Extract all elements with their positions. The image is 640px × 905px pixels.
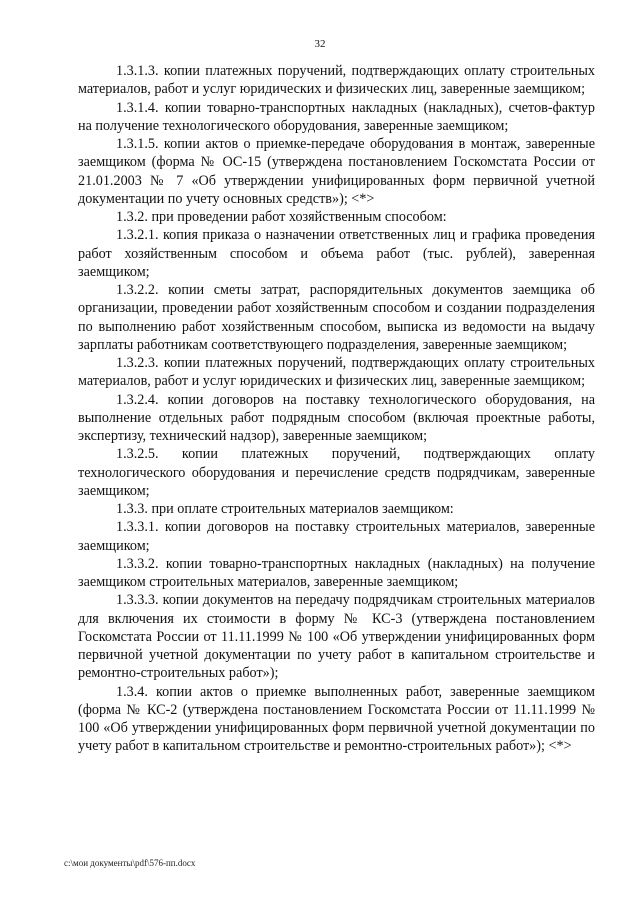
paragraph-1-3-1-4: 1.3.1.4. копии товарно-транспортных накладных (накладных), счетов-фактур на получение технологического оборудования, заверенные заемщиком; [78, 99, 595, 134]
paragraph-1-3-2-3: 1.3.2.3. копии платежных поручений, подтверждающих оплату строительных материалов, работ и услуг юридических и физических лиц, заверенные заемщиком; [78, 355, 595, 390]
paragraph-1-3-1-5: 1.3.1.5. копии актов о приемке-передаче оборудования в монтаж, заверенные заемщиком (форма № ОС-15 (утверждена постановлением Госкомстата России от 21.01.2003 № 7 «Об утверждении унифицированных форм первичной учетной документации по учету основных средств»); <*> [78, 136, 595, 207]
paragraph-1-3-3-1: 1.3.3.1. копии договоров на поставку строительных материалов, заверенные заемщиком; [78, 519, 595, 554]
paragraph-1-3-2-2: 1.3.2.2. копии сметы затрат, распорядительных документов заемщика об организации, проведении работ хозяйственным способом и создании подразделения по выполнению работ хозяйственным способом, выписка из ведомости на выдачу зарплаты работникам соответствующего подразделения, заверенные заемщиком; [78, 282, 595, 353]
paragraph-1-3-2-1: 1.3.2.1. копия приказа о назначении ответственных лиц и графика проведения работ хозяйственным способом и объема работ (тыс. рублей), заверенная заемщиком; [78, 227, 595, 280]
paragraph-1-3-1-3: 1.3.1.3. копии платежных поручений, подтверждающих оплату строительных материалов, работ и услуг юридических и физических лиц, заверенные заемщиком; [78, 63, 595, 98]
footer-file-path: c:\мои документы\pdf\576-пп.docx [64, 858, 196, 868]
document-body [78, 62, 595, 756]
paragraph-1-3-2: 1.3.2. при проведении работ хозяйственным способом: [116, 209, 447, 225]
paragraph-1-3-3-3: 1.3.3.3. копии документов на передачу подрядчикам строительных материалов для включения их стоимости в форму № КС-3 (утверждена постановлением Госкомстата России от 11.11.1999 № 100 «Об утверждении унифицированных форм первичной учетной документации по учету работ в капитальном строительстве и ремонтно-строительных работ»); [78, 592, 595, 682]
paragraph-1-3-3: 1.3.3. при оплате строительных материалов заемщиком: [116, 501, 454, 517]
paragraph-1-3-2-5: 1.3.2.5. копии платежных поручений, подтверждающих оплату технологического оборудования и перечисление средств подрядчикам, заверенные заемщиком; [78, 446, 595, 499]
paragraph-1-3-2-4: 1.3.2.4. копии договоров на поставку технологического оборудования, на выполнение отдельных работ подрядным способом (включая проектные работы, экспертизу, технический надзор), заверенные заемщиком; [78, 391, 595, 444]
paragraph-1-3-3-2: 1.3.3.2. копии товарно-транспортных накладных (накладных) на получение заемщиком строительных материалов, заверенные заемщиком; [78, 555, 595, 590]
page-number: 32 [314, 38, 326, 50]
paragraph-1-3-4: 1.3.4. копии актов о приемке выполненных работ, заверенные заемщиком (форма № КС-2 (утверждена постановлением Госкомстата России от 11.11.1999 № 100 «Об утверждении унифицированных форм первичной учетной документации по учету работ в капитальном строительстве и ремонтно-строительных работ»); <*> [78, 683, 595, 755]
